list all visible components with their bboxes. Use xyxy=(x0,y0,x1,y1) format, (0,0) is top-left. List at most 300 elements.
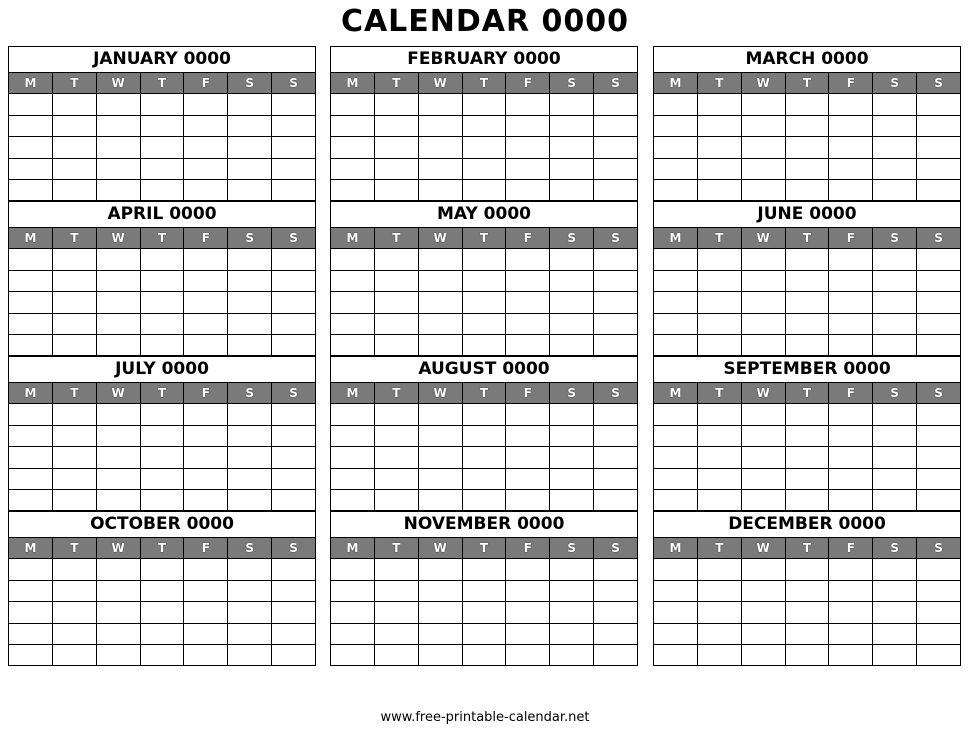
weekday-header: T xyxy=(463,538,507,558)
week-row xyxy=(331,314,637,336)
weekday-header: S xyxy=(289,231,298,245)
day-cell xyxy=(228,404,272,425)
day-cell xyxy=(506,624,550,645)
day-cell xyxy=(9,602,53,623)
week-row xyxy=(331,137,637,159)
week-row xyxy=(331,404,637,426)
day-cell xyxy=(272,249,315,270)
day-cell xyxy=(698,447,742,468)
month-title: OCTOBER 0000 xyxy=(9,512,315,538)
day-cell xyxy=(786,159,830,180)
day-cell xyxy=(9,314,53,335)
day-cell xyxy=(184,335,228,356)
week-rows xyxy=(654,404,960,511)
week-row xyxy=(331,271,637,293)
day-cell xyxy=(419,490,463,511)
day-cell xyxy=(141,581,185,602)
day-cell xyxy=(506,159,550,180)
day-cell xyxy=(375,404,419,425)
day-cell xyxy=(331,314,375,335)
day-cell xyxy=(829,271,873,292)
day-cell xyxy=(184,180,228,201)
day-cell xyxy=(873,581,917,602)
weekday-header: W xyxy=(97,538,141,558)
day-cell xyxy=(463,447,507,468)
day-cell xyxy=(419,581,463,602)
weekday-header: S xyxy=(934,76,943,90)
day-cell xyxy=(506,404,550,425)
day-cell xyxy=(698,624,742,645)
day-cell xyxy=(506,447,550,468)
day-cell xyxy=(594,447,637,468)
day-cell xyxy=(331,335,375,356)
day-cell xyxy=(594,335,637,356)
day-cell xyxy=(786,94,830,115)
day-cell xyxy=(419,335,463,356)
day-cell xyxy=(550,271,594,292)
weekday-header: S xyxy=(873,383,917,403)
day-cell xyxy=(594,426,637,447)
day-cell xyxy=(463,137,507,158)
day-cell xyxy=(917,581,960,602)
day-cell xyxy=(742,249,786,270)
day-cell xyxy=(698,490,742,511)
weekday-header: W xyxy=(742,383,786,403)
day-cell xyxy=(654,159,698,180)
weekday-header: T xyxy=(698,73,742,93)
day-cell xyxy=(550,116,594,137)
day-cell xyxy=(375,94,419,115)
weekday-header: S xyxy=(228,538,272,558)
weekday-header: S xyxy=(611,541,620,555)
day-cell xyxy=(331,490,375,511)
day-cell xyxy=(375,581,419,602)
day-cell xyxy=(917,159,960,180)
week-row xyxy=(654,426,960,448)
day-cell xyxy=(419,116,463,137)
day-cell xyxy=(419,645,463,666)
weekday-header-row xyxy=(331,383,637,404)
day-cell xyxy=(463,490,507,511)
weekday-header: W xyxy=(419,73,463,93)
day-cell xyxy=(419,602,463,623)
weekday-header: F xyxy=(506,383,550,403)
day-cell xyxy=(742,116,786,137)
day-cell xyxy=(829,602,873,623)
day-cell xyxy=(786,469,830,490)
month-block-october xyxy=(8,511,316,666)
day-cell xyxy=(594,469,637,490)
weekday-header: F xyxy=(184,383,228,403)
weekday-header: W xyxy=(97,73,141,93)
day-cell xyxy=(53,180,97,201)
day-cell xyxy=(228,335,272,356)
week-row xyxy=(331,645,637,666)
day-cell xyxy=(9,249,53,270)
week-row xyxy=(654,116,960,138)
day-cell xyxy=(331,116,375,137)
day-cell xyxy=(506,249,550,270)
day-cell xyxy=(829,624,873,645)
week-row xyxy=(9,292,315,314)
day-cell xyxy=(419,159,463,180)
day-cell xyxy=(594,404,637,425)
day-cell xyxy=(375,314,419,335)
day-cell xyxy=(698,581,742,602)
weekday-header: T xyxy=(463,73,507,93)
day-cell xyxy=(463,602,507,623)
day-cell xyxy=(829,645,873,666)
weekday-header: W xyxy=(419,383,463,403)
weekday-header: S xyxy=(873,228,917,248)
weekday-header: F xyxy=(506,538,550,558)
month-block-january xyxy=(8,46,316,201)
day-cell xyxy=(917,602,960,623)
day-cell xyxy=(654,447,698,468)
day-cell xyxy=(594,137,637,158)
month-block-december xyxy=(653,511,961,666)
day-cell xyxy=(742,624,786,645)
day-cell xyxy=(873,404,917,425)
day-cell xyxy=(375,469,419,490)
day-cell xyxy=(9,159,53,180)
day-cell xyxy=(873,624,917,645)
week-rows xyxy=(9,249,315,356)
weekday-header: T xyxy=(53,228,97,248)
day-cell xyxy=(698,180,742,201)
day-cell xyxy=(419,314,463,335)
week-rows xyxy=(331,404,637,511)
day-cell xyxy=(419,624,463,645)
day-cell xyxy=(698,159,742,180)
week-row xyxy=(9,180,315,201)
weekday-header: M xyxy=(331,383,375,403)
day-cell xyxy=(506,645,550,666)
day-cell xyxy=(141,447,185,468)
weekday-header: S xyxy=(550,383,594,403)
day-cell xyxy=(184,426,228,447)
day-cell xyxy=(786,447,830,468)
day-cell xyxy=(272,559,315,580)
day-cell xyxy=(375,447,419,468)
day-cell xyxy=(375,159,419,180)
week-rows xyxy=(9,559,315,666)
day-cell xyxy=(272,404,315,425)
day-cell xyxy=(228,292,272,313)
week-row xyxy=(331,581,637,603)
day-cell xyxy=(698,94,742,115)
day-cell xyxy=(786,426,830,447)
day-cell xyxy=(53,94,97,115)
day-cell xyxy=(141,426,185,447)
day-cell xyxy=(786,271,830,292)
week-row xyxy=(331,292,637,314)
day-cell xyxy=(375,335,419,356)
day-cell xyxy=(594,602,637,623)
day-cell xyxy=(594,159,637,180)
day-cell xyxy=(184,559,228,580)
weekday-header: S xyxy=(289,386,298,400)
week-row xyxy=(9,314,315,336)
day-cell xyxy=(53,447,97,468)
weekday-header: T xyxy=(786,383,830,403)
day-cell xyxy=(53,581,97,602)
weekday-header: M xyxy=(654,73,698,93)
week-row xyxy=(9,404,315,426)
day-cell xyxy=(228,116,272,137)
week-row xyxy=(654,271,960,293)
weekday-header: S xyxy=(550,73,594,93)
day-cell xyxy=(97,645,141,666)
day-cell xyxy=(419,404,463,425)
day-cell xyxy=(184,159,228,180)
day-cell xyxy=(550,559,594,580)
day-cell xyxy=(53,314,97,335)
week-row xyxy=(654,624,960,646)
day-cell xyxy=(742,314,786,335)
weekday-header-row xyxy=(9,383,315,404)
day-cell xyxy=(917,447,960,468)
day-cell xyxy=(873,314,917,335)
day-cell xyxy=(272,624,315,645)
day-cell xyxy=(184,271,228,292)
day-cell xyxy=(9,490,53,511)
day-cell xyxy=(506,180,550,201)
day-cell xyxy=(141,602,185,623)
weekday-header: W xyxy=(419,538,463,558)
day-cell xyxy=(654,645,698,666)
day-cell xyxy=(141,335,185,356)
day-cell xyxy=(742,581,786,602)
month-block-september xyxy=(653,356,961,511)
day-cell xyxy=(141,624,185,645)
week-row xyxy=(9,335,315,356)
day-cell xyxy=(375,559,419,580)
day-cell xyxy=(228,559,272,580)
week-row xyxy=(654,469,960,491)
day-cell xyxy=(419,180,463,201)
day-cell xyxy=(141,271,185,292)
weekday-header-row xyxy=(654,538,960,559)
day-cell xyxy=(594,490,637,511)
month-title: MARCH 0000 xyxy=(654,47,960,73)
week-row xyxy=(331,447,637,469)
day-cell xyxy=(654,180,698,201)
day-cell xyxy=(375,602,419,623)
day-cell xyxy=(272,116,315,137)
week-rows xyxy=(331,94,637,201)
weekday-header: T xyxy=(786,228,830,248)
month-block-march xyxy=(653,46,961,201)
day-cell xyxy=(9,404,53,425)
day-cell xyxy=(419,559,463,580)
weekday-header: S xyxy=(934,541,943,555)
day-cell xyxy=(53,645,97,666)
month-block-june xyxy=(653,201,961,356)
day-cell xyxy=(506,469,550,490)
day-cell xyxy=(141,469,185,490)
week-rows xyxy=(654,249,960,356)
day-cell xyxy=(375,624,419,645)
week-row xyxy=(331,94,637,116)
day-cell xyxy=(829,116,873,137)
day-cell xyxy=(742,469,786,490)
weekday-header: T xyxy=(463,228,507,248)
day-cell xyxy=(53,624,97,645)
day-cell xyxy=(331,469,375,490)
day-cell xyxy=(829,249,873,270)
weekday-header-row xyxy=(9,228,315,249)
day-cell xyxy=(742,94,786,115)
day-cell xyxy=(917,469,960,490)
day-cell xyxy=(272,180,315,201)
day-cell xyxy=(550,645,594,666)
day-cell xyxy=(506,137,550,158)
footer-url[interactable]: www.free-printable-calendar.net xyxy=(380,710,590,725)
day-cell xyxy=(331,271,375,292)
weekday-header: M xyxy=(9,228,53,248)
day-cell xyxy=(9,271,53,292)
weekday-header: F xyxy=(184,538,228,558)
day-cell xyxy=(272,292,315,313)
day-cell xyxy=(917,180,960,201)
day-cell xyxy=(917,137,960,158)
day-cell xyxy=(141,490,185,511)
week-row xyxy=(654,94,960,116)
day-cell xyxy=(742,137,786,158)
day-cell xyxy=(829,94,873,115)
week-row xyxy=(9,645,315,666)
day-cell xyxy=(375,180,419,201)
day-cell xyxy=(873,271,917,292)
day-cell xyxy=(53,116,97,137)
day-cell xyxy=(419,137,463,158)
day-cell xyxy=(829,490,873,511)
weekday-header: T xyxy=(698,228,742,248)
day-cell xyxy=(141,645,185,666)
day-cell xyxy=(419,271,463,292)
day-cell xyxy=(698,335,742,356)
weekday-header: S xyxy=(873,73,917,93)
day-cell xyxy=(917,490,960,511)
day-cell xyxy=(829,314,873,335)
day-cell xyxy=(331,249,375,270)
day-cell xyxy=(506,559,550,580)
week-row xyxy=(654,314,960,336)
weekday-header-row xyxy=(654,228,960,249)
day-cell xyxy=(873,645,917,666)
month-title: JUNE 0000 xyxy=(654,202,960,228)
day-cell xyxy=(698,116,742,137)
day-cell xyxy=(654,271,698,292)
day-cell xyxy=(53,159,97,180)
day-cell xyxy=(550,404,594,425)
day-cell xyxy=(141,116,185,137)
day-cell xyxy=(141,559,185,580)
day-cell xyxy=(9,180,53,201)
day-cell xyxy=(829,426,873,447)
weekday-header: S xyxy=(611,76,620,90)
day-cell xyxy=(829,469,873,490)
day-cell xyxy=(917,314,960,335)
day-cell xyxy=(742,180,786,201)
day-cell xyxy=(53,404,97,425)
day-cell xyxy=(654,137,698,158)
day-cell xyxy=(419,249,463,270)
weekday-header: T xyxy=(141,228,185,248)
day-cell xyxy=(742,404,786,425)
weekday-header: S xyxy=(228,228,272,248)
day-cell xyxy=(786,581,830,602)
day-cell xyxy=(654,314,698,335)
day-cell xyxy=(272,469,315,490)
day-cell xyxy=(97,624,141,645)
weekday-header: F xyxy=(829,228,873,248)
weekday-header: M xyxy=(9,383,53,403)
day-cell xyxy=(594,180,637,201)
day-cell xyxy=(829,159,873,180)
day-cell xyxy=(419,292,463,313)
day-cell xyxy=(463,159,507,180)
week-row xyxy=(331,180,637,201)
day-cell xyxy=(463,426,507,447)
day-cell xyxy=(228,314,272,335)
day-cell xyxy=(272,490,315,511)
day-cell xyxy=(419,94,463,115)
calendar-grid xyxy=(8,46,961,666)
weekday-header: T xyxy=(786,73,830,93)
weekday-header: T xyxy=(141,538,185,558)
day-cell xyxy=(228,645,272,666)
day-cell xyxy=(53,602,97,623)
weekday-header: T xyxy=(375,383,419,403)
day-cell xyxy=(331,447,375,468)
day-cell xyxy=(506,602,550,623)
weekday-header: T xyxy=(375,228,419,248)
day-cell xyxy=(829,404,873,425)
day-cell xyxy=(654,624,698,645)
day-cell xyxy=(9,137,53,158)
day-cell xyxy=(463,116,507,137)
day-cell xyxy=(698,314,742,335)
day-cell xyxy=(654,559,698,580)
day-cell xyxy=(9,335,53,356)
weekday-header: S xyxy=(289,76,298,90)
weekday-header: S xyxy=(550,538,594,558)
day-cell xyxy=(272,94,315,115)
day-cell xyxy=(786,249,830,270)
day-cell xyxy=(698,602,742,623)
day-cell xyxy=(698,559,742,580)
day-cell xyxy=(873,94,917,115)
day-cell xyxy=(9,116,53,137)
day-cell xyxy=(917,624,960,645)
weekday-header: T xyxy=(141,73,185,93)
week-row xyxy=(9,469,315,491)
day-cell xyxy=(463,292,507,313)
day-cell xyxy=(873,559,917,580)
day-cell xyxy=(228,180,272,201)
day-cell xyxy=(506,116,550,137)
day-cell xyxy=(228,602,272,623)
day-cell xyxy=(184,490,228,511)
weekday-header: S xyxy=(550,228,594,248)
day-cell xyxy=(594,249,637,270)
weekday-header: W xyxy=(742,73,786,93)
day-cell xyxy=(53,271,97,292)
day-cell xyxy=(917,94,960,115)
day-cell xyxy=(9,469,53,490)
